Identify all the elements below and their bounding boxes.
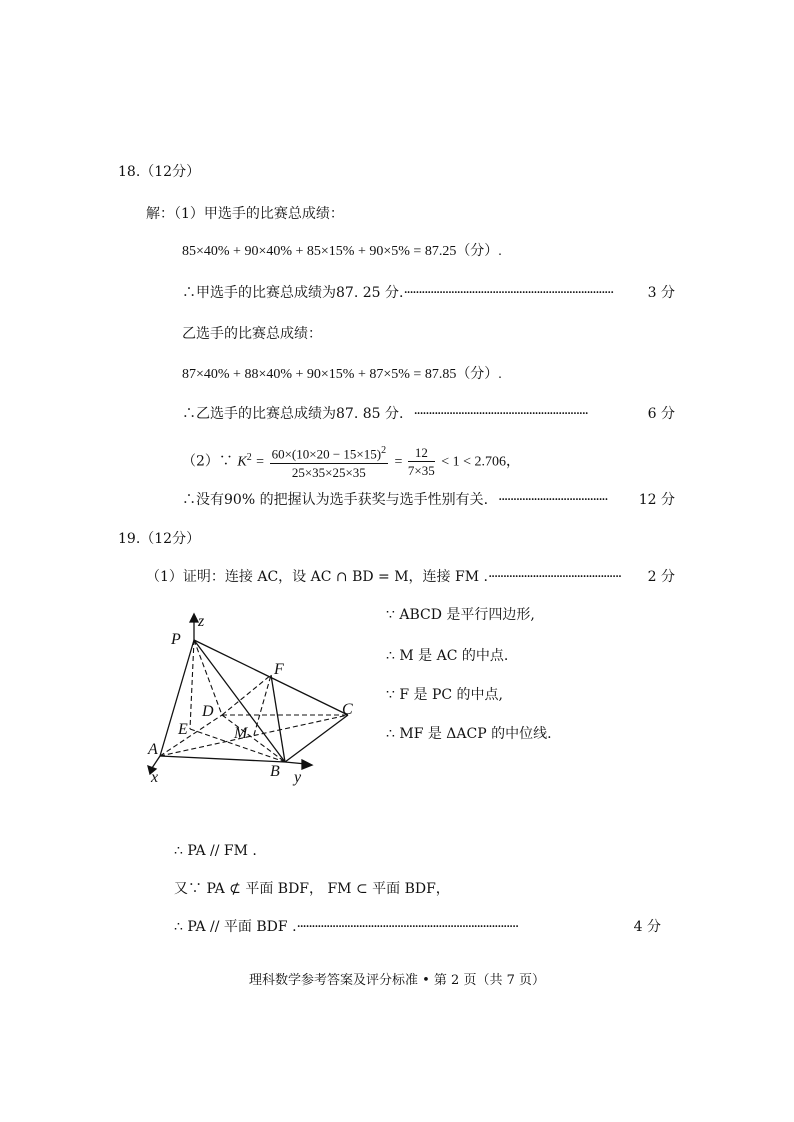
q18-dots2: ···························································: [413, 406, 588, 422]
q18-conclusion2-text: ∴乙选手的比赛总成绩为87. 85 分.: [182, 406, 404, 422]
q19-line1: ∴ PA // FM .: [174, 843, 257, 859]
label-M: M: [234, 725, 248, 742]
q19-line3-text: ∴ PA // 平面 BDF .: [174, 919, 297, 935]
q18-dots3: ·····································: [498, 492, 608, 508]
edge-AD: [160, 715, 222, 756]
q18-score2: 6 分: [647, 406, 675, 422]
page-footer: 理科数学参考答案及评分标准 • 第 2 页（共 7 页）: [248, 973, 545, 988]
q18-conclusion3-text: ∴没有90% 的把握认为选手获奖与选手性别有关.: [182, 492, 489, 508]
diag-BD: [222, 715, 285, 762]
label-F: F: [274, 661, 284, 678]
q19-proof-line: [146, 568, 621, 586]
q18-part-b-label: 乙选手的比赛总成绩：: [182, 326, 322, 342]
q19-dots1: ·············································: [487, 569, 621, 585]
q19-line2: 又∵ PA ⊄ 平面 BDF， FM ⊂ 平面 BDF，: [174, 881, 450, 897]
q18-k2-formula: （2）∵ $K^2$ = $\frac{60\times(10\times 20 - 15\times 15)^2}{25\times 35\times 25\times 35}$ = $\frac{12}{7\times 35}$ < 1 < 2.706，: [182, 445, 521, 480]
label-x: x: [151, 769, 159, 786]
q19-reason4: ∴ MF 是 ΔACP 的中位线.: [386, 726, 552, 742]
q19-reason2: ∴ M 是 AC 的中点.: [386, 648, 509, 664]
q18-k2-numerator: 60×(10×20 − 15×15): [271, 446, 382, 462]
label-A: A: [148, 741, 158, 758]
q18-k2-exp: 2: [246, 452, 252, 463]
y-axis-arrow: [302, 760, 312, 769]
q19-proof-text: （1）证明：连接 AC，设 AC ∩ BD = M，连接 FM .: [146, 569, 488, 585]
q18-conclusion3: [182, 491, 607, 509]
edge-PA: [160, 640, 194, 756]
q19-score2: 4 分: [633, 919, 661, 935]
edge-PB: [194, 640, 285, 762]
q18-k2-numerator-exp: 2: [381, 445, 387, 457]
q18-k2-simplified: [408, 445, 435, 478]
q18-score3: 12 分: [638, 492, 675, 508]
q18-k2-denominator: 25×35×25×35: [291, 464, 366, 480]
z-axis-arrow: [190, 614, 198, 622]
q18-k2-tail: < 1 < 2.706，: [441, 454, 521, 470]
edge-AB: [160, 756, 285, 762]
q18-k2-fraction: [270, 443, 388, 479]
pyramid-figure: [140, 612, 370, 792]
q18-conclusion2: [182, 405, 588, 423]
q19-reason1: ∵ ABCD 是平行四边形,: [386, 607, 535, 623]
q18-k2-var: K: [237, 454, 247, 470]
q19-dots2: ···········································································: [296, 919, 518, 935]
q18-header: 18.（12分）: [118, 164, 201, 180]
q18-score1: 3 分: [647, 285, 675, 301]
label-D: D: [202, 703, 214, 720]
q18-k2-prefix: （2）∵: [182, 453, 233, 470]
label-y: y: [294, 769, 302, 786]
q18-conclusion1-text: ∴甲选手的比赛总成绩为87. 25 分.: [182, 285, 404, 301]
q18-k2-mid-denominator: 7×35: [407, 463, 435, 479]
label-z: z: [198, 613, 205, 630]
q19-score1: 2 分: [647, 569, 675, 585]
q18-eq2: 87×40% + 88×40% + 90×15% + 87×5% = 87.85（分）.: [182, 367, 502, 382]
q18-eq1: 85×40% + 90×40% + 85×15% + 90×5% = 87.25（分）.: [182, 244, 502, 259]
label-P: P: [171, 631, 181, 648]
q19-header: 19.（12分）: [118, 531, 201, 547]
q18-k2-mid-numerator: 12: [408, 445, 435, 462]
label-E: E: [178, 721, 188, 738]
edge-BF: [271, 675, 285, 762]
q18-conclusion1: [182, 284, 613, 302]
label-C: C: [342, 701, 353, 718]
label-B: B: [270, 763, 280, 780]
q19-reason3: ∵ F 是 PC 的中点,: [386, 687, 504, 703]
q18-solution-label: 解：（1）甲选手的比赛总成绩：: [146, 206, 344, 222]
q19-line3: [174, 918, 518, 936]
edge-MF: [254, 675, 271, 735]
q18-dots1: ·······································································: [403, 285, 613, 301]
edge-DF: [222, 675, 271, 715]
